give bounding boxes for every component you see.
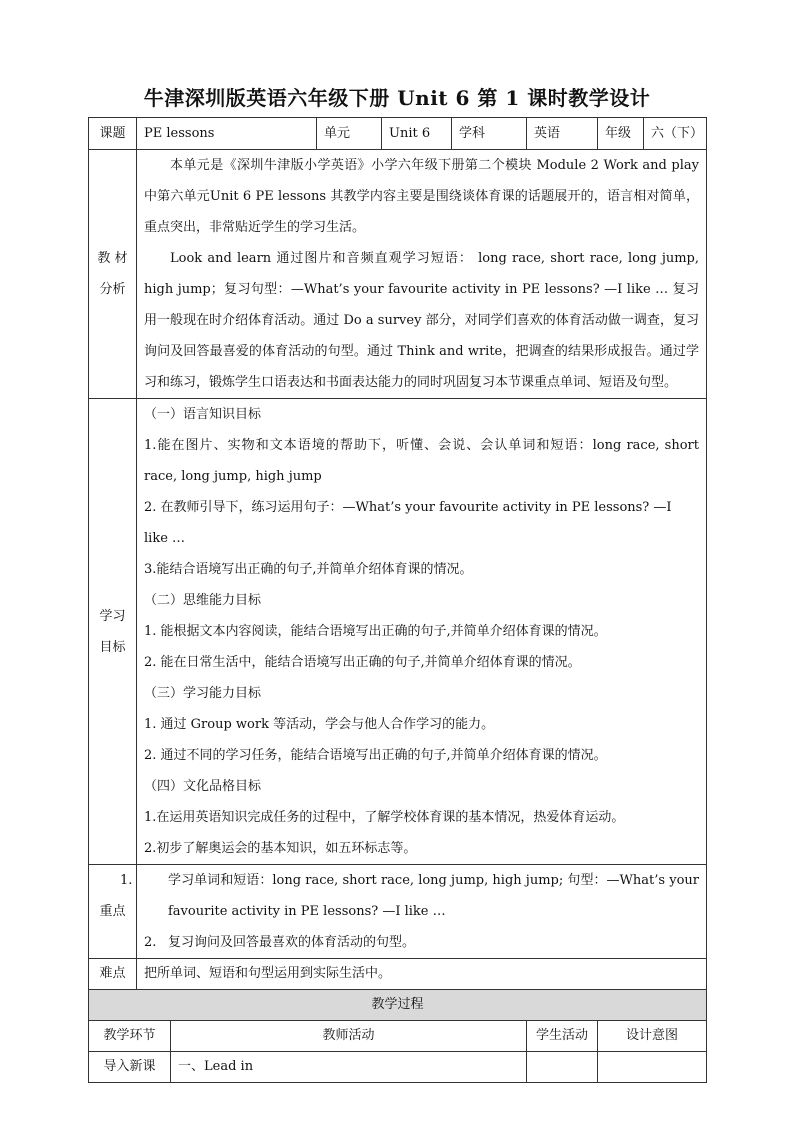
topic-label: 课题 [89, 118, 137, 150]
col-intent: 设计意图 [598, 1021, 707, 1052]
stage-cell: 导入新课 [89, 1052, 171, 1083]
objectives-row [89, 399, 707, 865]
objective-item: 1.在运用英语知识完成任务的过程中，了解学校体育课的基本情况，热爱体育运动。 [144, 810, 625, 825]
key-points-row [89, 865, 707, 959]
analysis-paragraph: 本单元是《深圳牛津版小学英语》小学六年级下册第二个模块 Module 2 Work and play 中第六单元Unit 6 PE lessons 其教学内容主要是围绕谈体育课的话题展开的，语言相对简单，重点突出，非常贴近学生的学习生活。 [144, 158, 699, 235]
objectives-label-line2: 目标 [99, 639, 126, 655]
document-title: 牛津深圳版英语六年级下册 Unit 6 第 1 课时教学设计 [143, 86, 651, 110]
objective-heading: （一）语言知识目标 [144, 407, 262, 422]
analysis-row [89, 150, 707, 399]
unit-label: 单元 [317, 118, 382, 150]
subject-label: 学科 [452, 118, 527, 150]
col-stage: 教学环节 [89, 1021, 171, 1052]
objectives-label [89, 399, 137, 865]
objective-item: 3.能结合语境写出正确的句子,并简单介绍体育课的情况。 [144, 562, 473, 577]
objective-heading: （四）文化品格目标 [144, 779, 262, 794]
key-point-number: 1. [120, 873, 133, 888]
difficult-points-label: 难点 [89, 959, 137, 990]
grade-value: 六（下） [644, 118, 707, 150]
objective-item: 2.初步了解奥运会的基本知识，如五环标志等。 [144, 841, 417, 856]
objective-heading: （二）思维能力目标 [144, 593, 262, 608]
objective-item: 2. 通过不同的学习任务，能结合语境写出正确的句子,并简单介绍体育课的情况。 [144, 748, 607, 763]
objective-item: 2. 在教师引导下，练习运用句子：—What’s your favourite activity in PE lessons? —I like … [144, 500, 672, 546]
key-points-content [120, 865, 707, 959]
analysis-label [89, 150, 137, 399]
key-point-text: 复习询问及回答最喜欢的体育活动的句型。 [168, 935, 416, 950]
objective-item: 1. 能根据文本内容阅读，能结合语境写出正确的句子,并简单介绍体育课的情况。 [144, 624, 607, 639]
difficult-points-text: 把所单词、短语和句型运用到实际生活中。 [137, 959, 707, 990]
difficult-points-row [89, 959, 707, 990]
student-cell [527, 1052, 598, 1083]
analysis-paragraph: Look and learn 通过图片和音频直观学习短语： long race, short race, long jump, high jump；复习句型：—What’s your favourite activity in PE lessons? —I like … 复习用一般现在时介绍体育活动。通过 Do a survey 部分，对同学们喜欢的体育活动做一调查，复习询问及回答最喜爱的体育活动的句型。通过 Think and write，把调查的结果形成报告。通过学习和练习，锻炼学生口语表达和书面表达能力的同时巩固复习本节课重点单词、短语及句型。 [144, 251, 699, 390]
objective-item: 2. 能在日常生活中，能结合语境写出正确的句子,并简单介绍体育课的情况。 [144, 655, 581, 670]
objective-heading: （三）学习能力目标 [144, 686, 262, 701]
analysis-label-line2: 分析 [99, 282, 126, 297]
objectives-content [137, 399, 707, 865]
process-title-row [89, 990, 707, 1021]
analysis-label-line1: 教 材 [97, 251, 128, 266]
objectives-label-line1: 学习 [99, 608, 126, 624]
intent-cell [598, 1052, 707, 1083]
key-points-label: 重点 [89, 865, 137, 959]
process-row [89, 1052, 707, 1083]
header-row [89, 118, 707, 150]
analysis-content [137, 150, 707, 399]
key-point-item [144, 927, 699, 958]
key-point-text: 学习单词和短语：long race, short race, long jump, high jump; 句型：—What’s your favourite activity in PE lessons? —I like … [168, 873, 699, 919]
subject-value: 英语 [527, 118, 598, 150]
objective-item: 1.能在图片、实物和文本语境的帮助下，听懂、会说、会认单词和短语：long race, short race, long jump, high jump [144, 438, 699, 484]
objective-item: 1. 通过 Group work 等活动，学会与他人合作学习的能力。 [144, 717, 495, 732]
col-student: 学生活动 [527, 1021, 598, 1052]
key-point-number: 2. [144, 935, 157, 950]
col-teacher: 教师活动 [171, 1021, 527, 1052]
unit-value: Unit 6 [382, 118, 452, 150]
process-title: 教学过程 [89, 990, 707, 1021]
grade-label: 年级 [598, 118, 644, 150]
lesson-plan-table [88, 117, 707, 1083]
process-header-row [89, 1021, 707, 1052]
key-point-item [120, 865, 699, 927]
topic-value: PE lessons [137, 118, 317, 150]
teacher-cell: 一、Lead in [171, 1052, 527, 1083]
